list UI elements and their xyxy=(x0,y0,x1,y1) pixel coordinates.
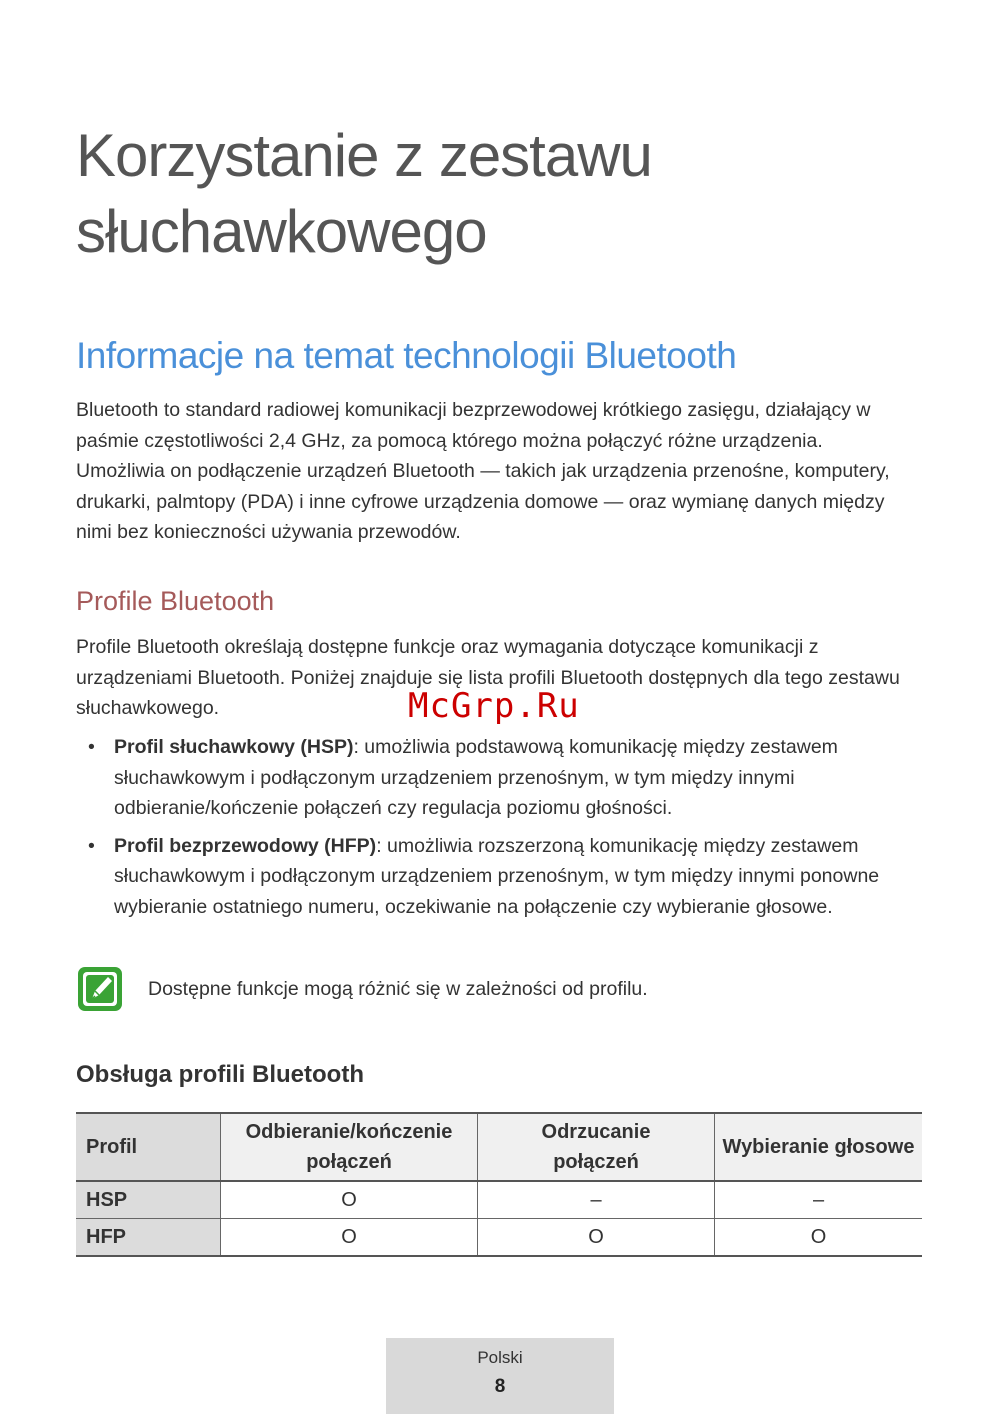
header-voice-dial: Wybieranie głosowe xyxy=(715,1113,923,1181)
table-cell: O xyxy=(478,1219,715,1257)
table-header-row xyxy=(76,1113,922,1181)
table-cell: – xyxy=(478,1181,715,1219)
table-cell: – xyxy=(715,1181,923,1219)
header-answer-end: Odbieranie/kończenie połączeń xyxy=(221,1113,478,1181)
table-cell: HSP xyxy=(76,1181,221,1219)
table-cell: O xyxy=(221,1219,478,1257)
profile-term: Profil bezprzewodowy (HFP) xyxy=(114,834,377,857)
watermark: McGrp.Ru xyxy=(408,686,580,726)
page-title xyxy=(76,118,956,270)
profile-support-table xyxy=(76,1112,922,1257)
note-text: Dostępne funkcje mogą różnić się w zależności od profilu. xyxy=(148,978,648,1000)
bullet-icon: • xyxy=(88,834,95,857)
list-item xyxy=(76,732,916,824)
table-cell: HFP xyxy=(76,1219,221,1257)
list-item xyxy=(76,831,916,923)
table-cell: O xyxy=(221,1181,478,1219)
table-title: Obsługa profili Bluetooth xyxy=(76,1061,364,1088)
header-profil: Profil xyxy=(76,1113,221,1181)
profile-term: Profil słuchawkowy (HSP) xyxy=(114,736,354,758)
section-title: Informacje na temat technologii Bluetooth xyxy=(76,335,737,376)
page-title-line1: Korzystanie z zestawu xyxy=(76,122,652,189)
profiles-title: Profile Bluetooth xyxy=(76,586,275,616)
profiles-intro: Profile Bluetooth określają dostępne funkcje oraz wymagania dotyczące komunikacji z urządzeniami Bluetooth. Poniżej znajduje się lista profili Bluetooth dostępnych dla tego zestawu słuchawkowego. xyxy=(76,636,900,719)
table-row xyxy=(76,1219,922,1257)
footer-language: Polski xyxy=(477,1348,523,1367)
section-intro: Bluetooth to standard radiowej komunikacji bezprzewodowej krótkiego zasięgu, działający w paśmie częstotliwości 2,4 GHz, za pomocą którego można połączyć różne urządzenia. Umożliwia on podłączenie urządzeń Bluetooth — takich jak urządzenia przenośne, komputery, drukarki, palmtopy (PDA) i inne cyfrowe urządzenia domowe — oraz wymianę danych między nimi bez konieczności używania przewodów. xyxy=(76,399,890,543)
table-cell: O xyxy=(715,1219,923,1257)
bullet-icon: • xyxy=(88,736,95,758)
header-reject: Odrzucanie połączeń xyxy=(478,1113,715,1181)
profile-description: : umożliwia podstawową komunikację między zestawem słuchawkowym i podłączonym urządzeniem przenośnym, w tym między innymi odbieranie/kończenie połączeń czy regulacja poziomu głośności. xyxy=(114,736,838,819)
table-row xyxy=(76,1181,922,1219)
note-pencil-icon xyxy=(76,965,120,1009)
profile-description: : umożliwia rozszerzoną komunikację między zestawem słuchawkowym i podłączonym urządzeniem przenośnym, w tym między innymi ponowne wybieranie ostatniego numeru, oczekiwanie na połączenie czy wybieranie głosowe. xyxy=(114,834,880,918)
profiles-list xyxy=(76,732,916,929)
page-number: 8 xyxy=(494,1376,506,1397)
page-footer xyxy=(386,1338,614,1414)
page-title-line2: słuchawkowego xyxy=(76,198,487,265)
